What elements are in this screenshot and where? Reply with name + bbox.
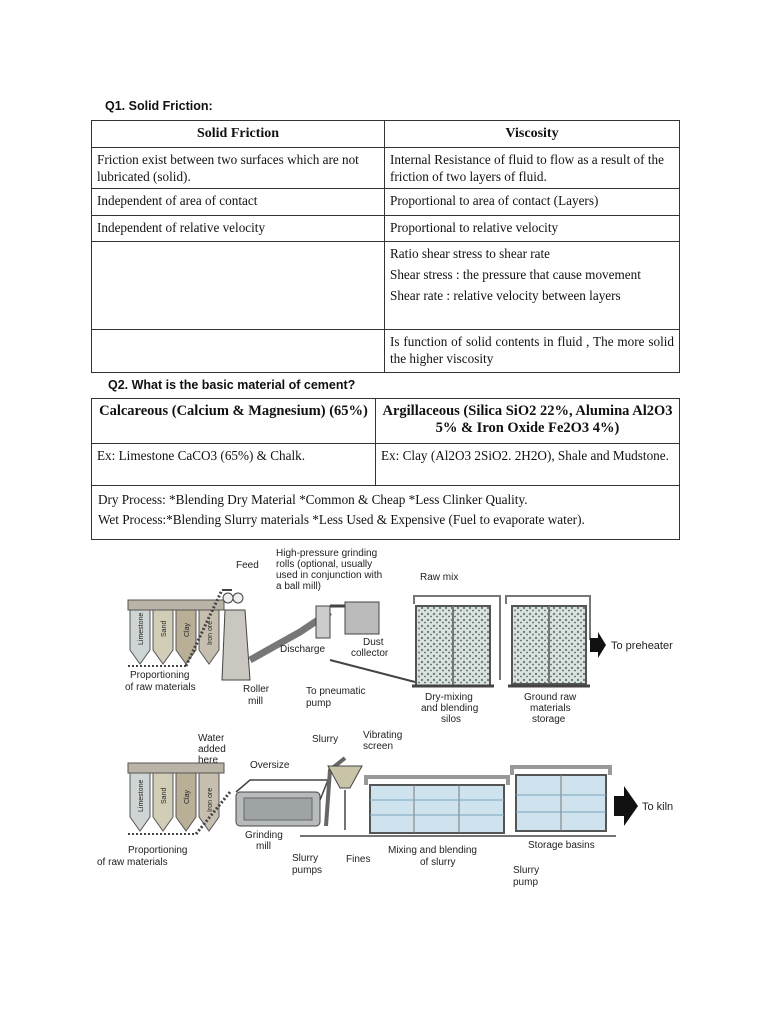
q2-example-argillaceous: Ex: Clay (Al2O3 2SiO2. 2H2O), Shale and Mudstone.	[376, 444, 680, 486]
hp-rolls-4: a ball mill)	[276, 581, 322, 592]
slurry-pumps-2: pumps	[292, 865, 323, 876]
ground-raw-1: Ground raw	[524, 692, 577, 703]
q1-row2-right: Proportional to area of contact (Layers)	[385, 189, 680, 216]
grinding-1: Grinding	[245, 830, 283, 841]
q1-row5-right: Is function of solid contents in fluid , The more solid the higher viscosity	[385, 330, 680, 373]
mixing-basin	[370, 785, 504, 833]
q2-heading: Q2. What is the basic material of cement?	[108, 378, 356, 392]
slurry-pump-1: Slurry	[513, 865, 540, 876]
wet-silo-iron-ore: Iron ore	[207, 787, 214, 812]
vibrating-screen	[328, 766, 362, 788]
slurry-label: Slurry	[312, 734, 339, 745]
dry-silo-sand: Sand	[161, 620, 168, 637]
wet-proportioning-1: Proportioning	[128, 845, 188, 856]
dry-mixing-1: Dry-mixing	[425, 692, 473, 703]
q2-example-calcareous: Ex: Limestone CaCO3 (65%) & Chalk.	[92, 444, 376, 486]
dust-collector	[345, 602, 379, 634]
oversize-label: Oversize	[250, 760, 290, 771]
mixing-2: of slurry	[420, 857, 456, 868]
dry-process-diagram	[125, 548, 673, 725]
wet-silo-limestone: Limestone	[138, 779, 145, 812]
to-kiln-label: To kiln	[642, 801, 674, 813]
dry-silo-limestone: Limestone	[138, 612, 145, 645]
q1-row1-right: Internal Resistance of fluid to flow as a result of the friction of two layers of fluid.	[385, 148, 680, 189]
wet-process-diagram	[97, 730, 673, 888]
q1-header-solid-friction: Solid Friction	[92, 121, 385, 148]
hp-rolls-3: used in conjunction with	[276, 570, 383, 581]
raw-mix-label: Raw mix	[420, 572, 459, 583]
q2-dry-process: Dry Process: *Blending Dry Material *Common & Cheap *Less Clinker Quality.	[98, 492, 528, 507]
to-preheater-label: To preheater	[611, 640, 673, 652]
dry-silo-iron-ore: Iron ore	[207, 620, 214, 645]
q1-ratio-text: Ratio shear stress to shear rate	[390, 246, 551, 261]
pneumatic-2: pump	[306, 698, 332, 709]
water-1: Water	[198, 733, 225, 744]
ground-raw-3: storage	[532, 714, 566, 725]
wet-silo-sand: Sand	[161, 787, 168, 804]
ground-raw-2: materials	[530, 703, 571, 714]
dry-mixing-3: silos	[441, 714, 462, 725]
arrow-to-kiln	[614, 786, 638, 826]
dust-label-2: collector	[351, 648, 389, 659]
q1-shear-rate-text: Shear rate : relative velocity between layers	[390, 288, 621, 303]
roller-mill	[222, 610, 250, 680]
q1-shear-stress-text: Shear stress : the pressure that cause movement	[390, 267, 641, 282]
roller-mill-1: Roller	[243, 684, 270, 695]
grinding-roll-right	[233, 593, 243, 603]
mixing-1: Mixing and blending	[388, 845, 477, 856]
slurry-pumps-1: Slurry	[292, 853, 319, 864]
water-3: here	[198, 755, 219, 766]
dry-silo-clay: Clay	[184, 622, 191, 637]
grinding-roll-left	[223, 593, 233, 603]
q1-header-viscosity: Viscosity	[385, 121, 680, 148]
hp-rolls-1: High-pressure grinding	[276, 548, 378, 559]
slurry-pump-2: pump	[513, 877, 539, 888]
q2-header-calcareous: Calcareous (Calcium & Magnesium) (65%)	[92, 399, 376, 444]
q1-row3-left: Independent of relative velocity	[92, 216, 385, 242]
vibrating-1: Vibrating	[363, 730, 403, 741]
discharge-label: Discharge	[280, 644, 326, 655]
arrow-to-preheater	[590, 632, 606, 658]
wet-silo-clay: Clay	[184, 789, 191, 804]
q1-row3-right: Proportional to relative velocity	[385, 216, 680, 242]
dry-proportioning-1: Proportioning	[130, 670, 190, 681]
q2-header-argillaceous: Argillaceous (Silica SiO2 22%, Alumina Al2O3 5% & Iron Oxide Fe2O3 4%)	[376, 399, 680, 444]
dry-mixing-2: and blending	[421, 703, 479, 714]
dry-feed-label: Feed	[236, 560, 259, 571]
pneumatic-line	[330, 660, 415, 682]
fines-label: Fines	[346, 854, 371, 865]
q2-wet-process: Wet Process:*Blending Slurry materials *Less Used & Expensive (Fuel to evaporate water).	[98, 512, 585, 527]
q1-row2-left: Independent of area of contact	[92, 189, 385, 216]
pneumatic-1: To pneumatic	[306, 686, 366, 697]
roller-mill-2: mill	[248, 696, 263, 707]
storage-label: Storage basins	[528, 840, 595, 851]
wet-proportioning-2: of raw materials	[97, 857, 168, 868]
hp-rolls-2: rolls (optional, usually	[276, 559, 373, 570]
q1-heading: Q1. Solid Friction:	[105, 99, 213, 113]
grinding-2: mill	[256, 841, 271, 852]
q1-row1-left: Friction exist between two surfaces which are not lubricated (solid).	[92, 148, 385, 189]
cyclone	[316, 606, 330, 638]
dust-label-1: Dust	[363, 637, 384, 648]
water-2: added	[198, 744, 226, 755]
dry-proportioning-2: of raw materials	[125, 682, 196, 693]
vibrating-2: screen	[363, 741, 394, 752]
